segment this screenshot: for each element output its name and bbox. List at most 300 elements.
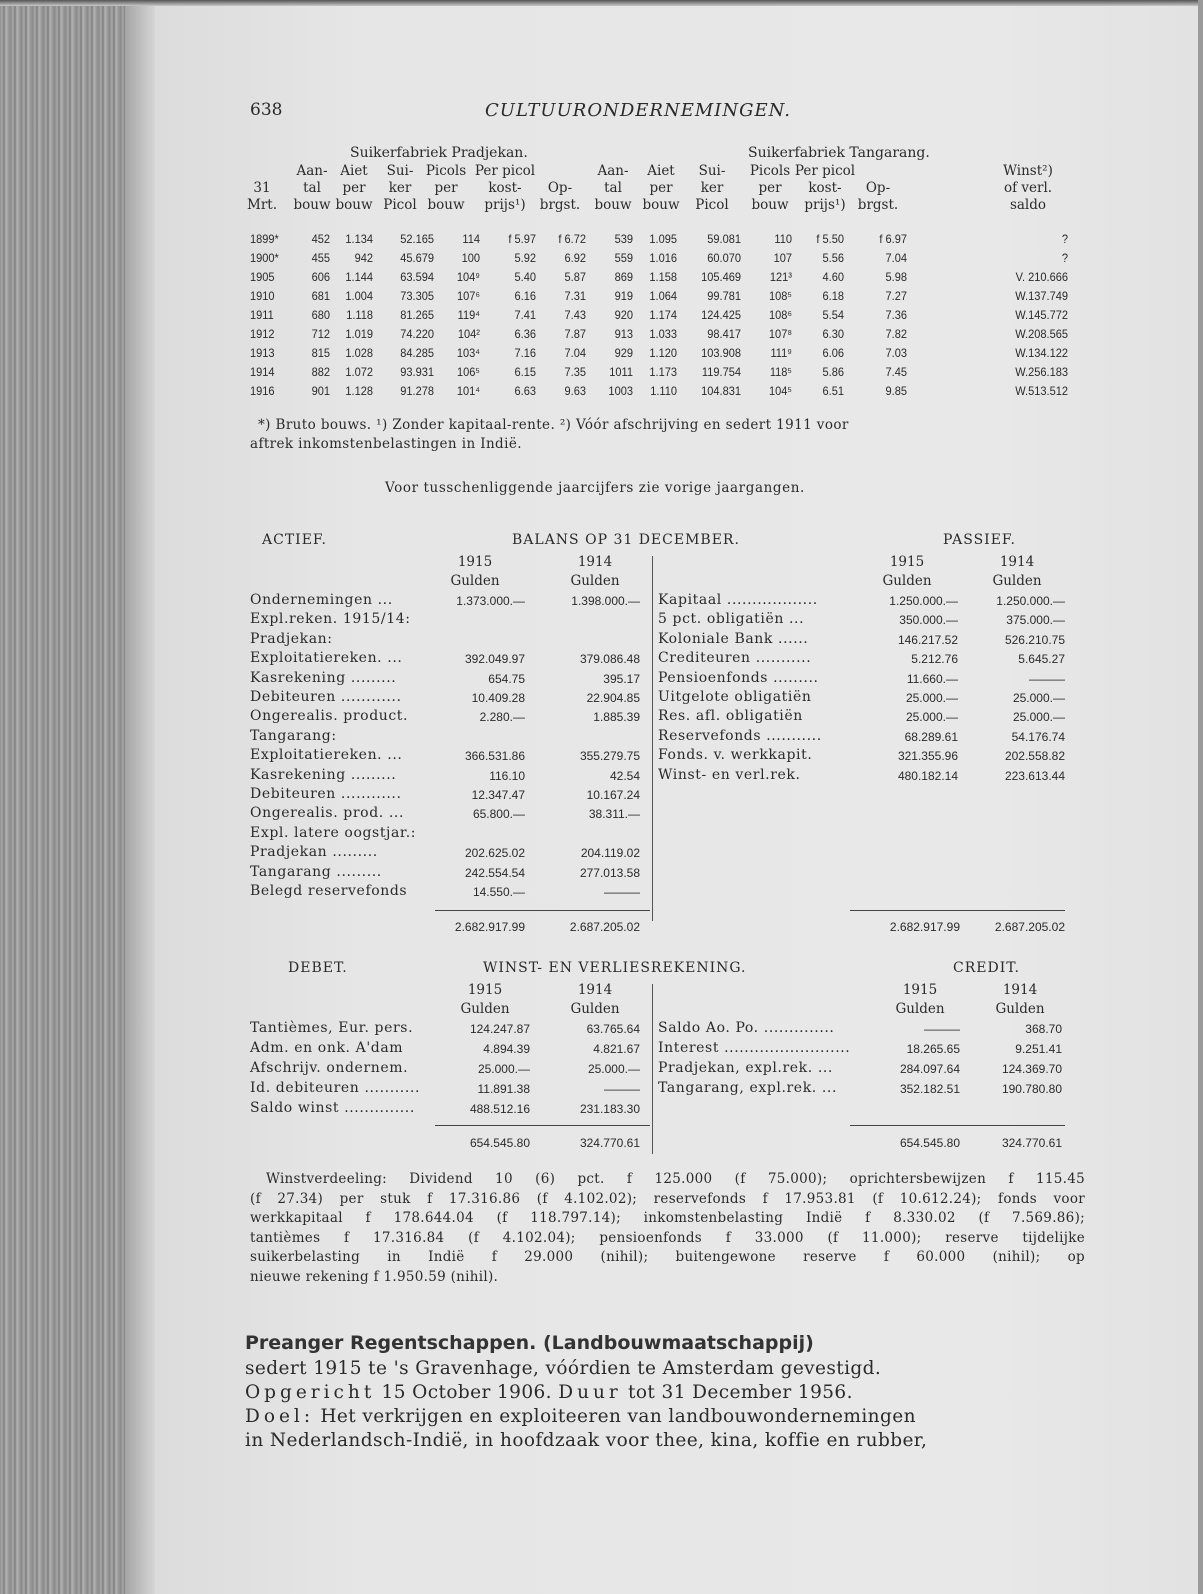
- sugar-header-cell: of verl.: [1003, 180, 1053, 196]
- sugar-value-cell: 1.064: [649, 289, 677, 303]
- sugar-header-cell: per: [649, 180, 673, 196]
- sugar-value-cell: 1.033: [649, 327, 677, 341]
- ledger-value-1915: 350.000.—: [899, 613, 958, 628]
- sugar-value-cell: 6.06: [822, 346, 844, 360]
- sugar-value-cell: 6.36: [514, 327, 536, 341]
- ledger-value-1914: 231.183.30: [579, 1102, 640, 1116]
- balance-sheet: [250, 532, 1085, 942]
- sugar-value-cell: 1.128: [345, 384, 373, 398]
- ledger-row-label: Interest .........................: [658, 1040, 851, 1056]
- sugar-value-cell: f 6.72: [558, 232, 586, 246]
- sugar-value-cell: 6.18: [822, 289, 844, 303]
- sugar-year-cell: 1905: [250, 270, 275, 284]
- duur-label: Duur: [558, 1382, 622, 1403]
- ledger-row-label: Pradjekan:: [250, 630, 333, 647]
- sugar-value-cell: 118⁵: [769, 365, 792, 379]
- ledger-value-1914: 1.398.000.—: [571, 594, 640, 608]
- sugar-header-cell: Op-: [865, 180, 891, 196]
- sugar-value-cell: 4.60: [822, 270, 844, 284]
- sugar-value-cell: 5.87: [564, 270, 586, 284]
- ledger-value-1915: 124.247.87: [469, 1022, 530, 1036]
- debet-title: DEBET.: [288, 960, 348, 976]
- ledger-left-row: [250, 786, 650, 804]
- sugar-value-cell: 106⁵: [457, 365, 480, 379]
- sugar-value-cell: 1.019: [345, 327, 373, 341]
- credit-year-1915: 1915: [902, 982, 938, 998]
- sugar-value-cell: 5.56: [822, 251, 844, 265]
- ledger-value-1915: 321.355.96: [897, 749, 958, 764]
- sugar-header-cell: bouw: [427, 197, 465, 213]
- company-title: Preanger Regentschappen. (Landbouwmaatschappij): [245, 1332, 814, 1354]
- ledger-row-label: Tangarang, expl.rek. ...: [658, 1080, 838, 1096]
- sugar-header-cell: bouw: [751, 197, 789, 213]
- sugar-value-cell: 84.285: [400, 346, 434, 360]
- sugar-data-row: [250, 270, 1085, 287]
- sugar-value-cell: 559: [614, 251, 633, 265]
- ledger-right-row: [658, 631, 1085, 649]
- ledger-right-row: [658, 767, 1085, 785]
- ledger-left-row: [250, 767, 650, 785]
- sugar-header-cell: 31: [253, 180, 271, 196]
- sugar-value-cell: 45.679: [400, 251, 434, 265]
- credit-total-rule: [850, 1125, 1065, 1126]
- ledger-row-label: Kasrekening .........: [250, 766, 397, 783]
- ledger-value-1914: 25.000.—: [1012, 710, 1065, 725]
- profit-distribution-line: nieuwe rekening f 1.950.59 (nihil).: [250, 1268, 499, 1285]
- ledger-value-1915: 65.800.—: [472, 807, 525, 822]
- ledger-value-1914: 25.000.—: [1012, 691, 1065, 705]
- credit-currency-1914: Gulden: [995, 1001, 1045, 1017]
- sugar-value-cell: 1.174: [649, 308, 677, 322]
- sugar-value-cell: 100: [461, 251, 480, 265]
- sugar-value-cell: 93.931: [400, 365, 434, 379]
- sugar-value-cell: ?: [1061, 232, 1068, 246]
- sugar-value-cell: 6.15: [514, 365, 536, 379]
- profit-loss-account: [250, 960, 1085, 1160]
- credit-year-1914: 1914: [1002, 982, 1038, 998]
- sugar-value-cell: 7.35: [564, 365, 586, 379]
- sugar-header-cell: prijs¹): [484, 197, 526, 213]
- ledger-value-1914: 395.17: [603, 671, 640, 686]
- ledger-left-row: [250, 747, 650, 765]
- ledger-value-1914: 204.119.02: [580, 846, 640, 861]
- ledger-value-1914: 9.251.41: [1015, 1042, 1062, 1056]
- credit-currency-1915: Gulden: [895, 1001, 945, 1017]
- ledger-value-1915: 10.409.28: [471, 691, 525, 705]
- sugar-value-cell: 108⁶: [769, 308, 792, 322]
- ledger-value-1914: 368.70: [1025, 1022, 1062, 1036]
- sugar-header-cell: Aiet: [647, 163, 675, 179]
- sugar-year-cell: 1913: [250, 346, 275, 360]
- sugar-value-cell: 98.417: [707, 327, 741, 341]
- company-seat-line: sedert 1915 te 's Gravenhage, vóórdien te Amsterdam gevestigd.: [245, 1358, 882, 1379]
- sugar-header-cell: per: [342, 180, 366, 196]
- credit-title: CREDIT.: [953, 960, 1020, 976]
- ledger-value-1915: 18.265.65: [906, 1042, 960, 1056]
- ledger-value-1915: ———: [924, 1022, 960, 1036]
- sugar-value-cell: 1003: [608, 384, 633, 398]
- sugar-header-cell: brgst.: [857, 197, 899, 213]
- ledger-right-row: [658, 670, 1085, 688]
- ledger-left-row: [250, 631, 650, 649]
- sugar-value-cell: 5.92: [514, 251, 536, 265]
- ledger-row-label: Uitgelote obligatiën: [658, 689, 812, 705]
- ledger-row-label: Crediteuren ...........: [658, 650, 812, 667]
- ledger-right-row: [658, 708, 1085, 726]
- ledger-value-1914: 1.250.000.—: [996, 594, 1065, 608]
- sugar-year-cell: 1914: [250, 365, 275, 379]
- ledger-value-1914: 54.176.74: [1011, 729, 1065, 744]
- sugar-data-row: [250, 384, 1085, 401]
- ledger-value-1915: 654.75: [488, 671, 525, 686]
- sugar-value-cell: W.256.183: [1015, 365, 1068, 379]
- liab-currency-1915: Gulden: [882, 573, 932, 589]
- company-purpose-line: [245, 1405, 1085, 1429]
- sugar-value-cell: 882: [311, 365, 330, 379]
- sugar-value-cell: 7.27: [885, 289, 907, 303]
- sugar-value-cell: V. 210.666: [1015, 270, 1068, 284]
- sugar-value-cell: 7.16: [514, 346, 536, 360]
- sugar-value-cell: 1011: [609, 365, 633, 379]
- credit-total-1914: 324.770.61: [1001, 1136, 1062, 1150]
- sugar-header-cell: kost-: [808, 180, 842, 196]
- ledger-row-label: Tantièmes, Eur. pers.: [250, 1020, 414, 1036]
- ledger-row-label: Expl.reken. 1915/14:: [250, 611, 411, 628]
- sugar-value-cell: W.513.512: [1015, 384, 1068, 398]
- sugar-value-cell: 680: [311, 308, 330, 322]
- sugar-value-cell: 59.081: [707, 232, 741, 246]
- sugar-header-cell: Aan-: [597, 163, 629, 179]
- ledger-row-label: Ongerealis. product.: [250, 708, 409, 725]
- sugar-header-cell: Per picol: [474, 163, 536, 179]
- ledger-value-1914: 22.904.85: [586, 691, 640, 705]
- ledger-value-1915: 14.550.—: [472, 885, 525, 899]
- profit-distribution-line: tantièmes f 17.316.84 (f 4.102.04); pensioenfonds f 33.000 (f 11.000); reserve tijdelijke: [250, 1229, 1085, 1246]
- sugar-value-cell: 114: [462, 232, 480, 246]
- ledger-row-label: Res. afl. obligatiën: [658, 708, 803, 725]
- ledger-right-row: [658, 650, 1085, 668]
- passief-title: PASSIEF.: [943, 532, 1016, 548]
- sugar-value-cell: 7.82: [885, 327, 907, 341]
- sugar-value-cell: 111⁹: [770, 346, 792, 360]
- sugar-value-cell: 942: [354, 251, 373, 265]
- ledger-value-1915: 2.280.—: [479, 710, 525, 725]
- liab-total-rule: [850, 910, 1065, 911]
- ledger-row-label: Pradjekan .........: [250, 844, 378, 861]
- ledger-left-row: [250, 728, 650, 746]
- sugar-value-cell: 5.54: [822, 308, 844, 322]
- sugar-header-cell: kost-: [488, 180, 522, 196]
- sugar-value-cell: 73.305: [400, 289, 434, 303]
- ledger-row-label: Tangarang .........: [250, 863, 382, 880]
- sugar-value-cell: 1.095: [649, 232, 677, 246]
- assets-total-rule: [435, 910, 650, 911]
- sugar-value-cell: 63.594: [400, 270, 434, 284]
- sugar-header-cell: Sui-: [698, 163, 726, 179]
- ledger-value-1915: 5.212.76: [911, 652, 958, 667]
- sugar-header-cell: prijs¹): [804, 197, 846, 213]
- assets-currency-1914: Gulden: [570, 573, 620, 589]
- company-founding-line: [245, 1381, 1085, 1405]
- ledger-value-1915: 202.625.02: [464, 846, 525, 861]
- balance-title: BALANS OP 31 DECEMBER.: [512, 532, 740, 548]
- ledger-row-label: Koloniale Bank ......: [658, 630, 809, 647]
- ledger-row-label: Saldo winst ..............: [250, 1100, 415, 1116]
- sugar-header-cell: bouw: [642, 197, 680, 213]
- ledger-value-1915: 25.000.—: [905, 691, 958, 705]
- assets-year-1914: 1914: [577, 554, 613, 570]
- debit-year-1915: 1915: [467, 982, 503, 998]
- ledger-value-1914: 5.645.27: [1018, 652, 1065, 667]
- sugar-value-cell: 7.03: [885, 346, 907, 360]
- sugar-header-cell: Op-: [547, 180, 573, 196]
- sugar-header-cell: ker: [700, 180, 724, 196]
- profit-distribution-line: suikerbelasting in Indië f 29.000 (nihil); buitengewone reserve f 60.000 (nihil); op: [250, 1249, 1085, 1265]
- pradjekan-caption: Suikerfabriek Pradjekan.: [350, 145, 528, 161]
- sugar-value-cell: 119.754: [701, 365, 741, 379]
- sugar-value-cell: 101⁴: [456, 384, 480, 398]
- sugar-value-cell: f 5.50: [816, 232, 844, 246]
- debit-currency-1915: Gulden: [460, 1001, 510, 1017]
- ledger-row-label: Debiteuren ............: [250, 689, 402, 705]
- sugar-value-cell: 107⁶: [457, 289, 480, 303]
- opgericht-text: 15 October 1906.: [375, 1382, 559, 1403]
- sugar-header-cell: bouw: [293, 197, 331, 213]
- ledger-value-1915: 242.554.54: [464, 865, 525, 880]
- sugar-header-cell: bouw: [335, 197, 373, 213]
- ledger-left-row: [250, 1100, 650, 1118]
- ledger-value-1914: 63.765.64: [586, 1022, 640, 1036]
- ledger-value-1915: 11.891.38: [477, 1082, 530, 1096]
- ledger-value-1915: 1.250.000.—: [889, 594, 958, 608]
- sugar-value-cell: 52.165: [400, 232, 434, 246]
- ledger-value-1915: 116.10: [489, 768, 525, 783]
- ledger-left-row: [250, 883, 650, 901]
- sugar-value-cell: 712: [311, 327, 330, 341]
- ledger-row-label: Ondernemingen ...: [250, 592, 393, 608]
- ledger-row-label: Reservefonds ...........: [658, 727, 822, 744]
- sugar-header-cell: Picol: [695, 197, 729, 213]
- sugar-header-cell: Aiet: [340, 163, 368, 179]
- sugar-year-cell: 1916: [250, 384, 275, 398]
- sugar-value-cell: 104⁵: [769, 384, 792, 398]
- balance-divider: [652, 556, 653, 921]
- ledger-left-row: [250, 1020, 650, 1038]
- ledger-value-1914: 355.279.75: [579, 749, 640, 764]
- sugar-value-cell: 1.118: [346, 308, 373, 322]
- sugar-value-cell: ?: [1061, 251, 1068, 265]
- sugar-value-cell: 105.469: [701, 270, 741, 284]
- doel-text: Het verkrijgen en exploiteeren van landbouwondernemingen: [314, 1406, 916, 1427]
- ledger-row-label: Afschrijv. ondernem.: [250, 1060, 409, 1076]
- sugar-year-cell: 1911: [250, 308, 274, 322]
- book-page-edges: [0, 0, 135, 1594]
- liab-year-1915: 1915: [889, 554, 925, 570]
- sugar-value-cell: W.145.772: [1015, 308, 1068, 322]
- company-purpose-continued: in Nederlandsch-Indië, in hoofdzaak voor thee, kina, koffie en rubber,: [245, 1430, 928, 1451]
- sugar-header-cell: ker: [388, 180, 412, 196]
- ledger-value-1914: 4.821.67: [593, 1042, 640, 1056]
- ledger-right-row: [658, 611, 1085, 629]
- sugar-value-cell: 1.110: [650, 384, 677, 398]
- ledger-left-row: [250, 650, 650, 668]
- sugar-data-row: [250, 289, 1085, 306]
- ledger-value-1914: 124.369.70: [1001, 1062, 1062, 1076]
- right-page-edge: [1198, 0, 1203, 1594]
- sugar-header-cell: bouw: [594, 197, 632, 213]
- ledger-row-label: Exploitatiereken. ...: [250, 747, 403, 764]
- sugar-value-cell: 91.278: [400, 384, 434, 398]
- sugar-value-cell: 107⁸: [768, 327, 792, 341]
- ledger-value-1914: ———: [604, 885, 640, 899]
- sugar-value-cell: 5.40: [514, 270, 536, 284]
- sugar-value-cell: 103.908: [701, 346, 741, 360]
- liab-currency-1914: Gulden: [992, 573, 1042, 589]
- sugar-value-cell: 452: [311, 232, 330, 246]
- ledger-value-1915: 68.289.61: [904, 729, 958, 744]
- sugar-value-cell: 929: [614, 346, 633, 360]
- sugar-value-cell: 7.43: [564, 308, 586, 322]
- sugar-value-cell: 7.45: [885, 365, 907, 379]
- sugar-header-row: [247, 197, 1085, 214]
- profit-distribution-line: werkkapitaal f 178.644.04 (f 118.797.14); inkomstenbelasting Indië f 8.330.02 (f 7.569.86);: [250, 1210, 1085, 1226]
- table-footnote-2: aftrek inkomstenbelastingen in Indië.: [250, 436, 522, 452]
- sugar-value-cell: 7.04: [564, 346, 586, 360]
- debit-year-1914: 1914: [577, 982, 613, 998]
- ledger-value-1915: 1.373.000.—: [456, 594, 525, 608]
- ledger-value-1914: 277.013.58: [579, 865, 640, 880]
- sugar-value-cell: W.134.122: [1015, 346, 1068, 360]
- sugar-value-cell: 104.831: [701, 384, 741, 398]
- sugar-value-cell: 913: [614, 327, 633, 341]
- sugar-value-cell: f 6.97: [879, 232, 907, 246]
- ledger-left-row: [250, 805, 650, 823]
- sugar-header-cell: Picols: [749, 163, 791, 179]
- ledger-left-row: [250, 1040, 650, 1058]
- actief-title: ACTIEF.: [262, 532, 327, 548]
- sugar-data-row: [250, 251, 1085, 268]
- ledger-left-row: [250, 864, 650, 882]
- ledger-value-1914: ———: [1029, 671, 1065, 686]
- sugar-value-cell: W.208.565: [1015, 327, 1068, 341]
- sugar-value-cell: 7.31: [564, 289, 586, 303]
- intermediate-years-note: Voor tusschenliggende jaarcijfers zie vorige jaargangen.: [385, 480, 805, 496]
- sugar-value-cell: 455: [311, 251, 330, 265]
- sugar-value-cell: 121³: [769, 270, 792, 284]
- sugar-year-cell: 1899*: [250, 232, 279, 246]
- sugar-value-cell: 1.028: [345, 346, 373, 360]
- page-number: 638: [250, 100, 283, 120]
- sugar-value-cell: 869: [614, 270, 633, 284]
- sugar-value-cell: 6.30: [822, 327, 844, 341]
- company-description: [245, 1357, 1085, 1453]
- ledger-row-label: Exploitatiereken. ...: [250, 650, 403, 667]
- ledger-left-row: [250, 1060, 650, 1078]
- ledger-value-1914: 375.000.—: [1006, 613, 1065, 628]
- assets-total-1914: 2.687.205.02: [569, 920, 640, 934]
- sugar-value-cell: 6.16: [514, 289, 536, 303]
- sugar-value-cell: 7.87: [564, 327, 586, 341]
- sugar-value-cell: 901: [311, 384, 330, 398]
- ledger-value-1914: 1.885.39: [593, 710, 640, 725]
- sugar-value-cell: W.137.749: [1015, 289, 1068, 303]
- ledger-row-label: Fonds. v. werkkapit.: [658, 747, 813, 764]
- credit-total-1915: 654.545.80: [899, 1136, 960, 1150]
- debit-total-1914: 324.770.61: [579, 1136, 640, 1150]
- ledger-value-1915: 480.182.14: [897, 768, 958, 783]
- sugar-value-cell: 7.36: [885, 308, 907, 322]
- sugar-data-row: [250, 346, 1085, 363]
- sugar-value-cell: 1.134: [345, 232, 373, 246]
- ledger-value-1915: 488.512.16: [469, 1102, 530, 1116]
- sugar-data-row: [250, 232, 1085, 249]
- sugar-value-cell: 6.63: [514, 384, 536, 398]
- ledger-left-row: [250, 844, 650, 862]
- ledger-value-1915: 284.097.64: [899, 1062, 960, 1076]
- ledger-row-label: Adm. en onk. A'dam: [250, 1040, 404, 1056]
- ledger-row-label: Kapitaal ..................: [658, 592, 818, 608]
- sugar-value-cell: 99.781: [707, 289, 741, 303]
- sugar-header-row: [250, 180, 1085, 197]
- ledger-row-label: Expl. latere oogstjar.:: [250, 824, 417, 841]
- ledger-value-1914: 223.613.44: [1004, 768, 1065, 783]
- sugar-header-cell: Picol: [383, 197, 417, 213]
- sugar-header-cell: Aan-: [296, 163, 328, 179]
- sugar-header-cell: Sui-: [386, 163, 414, 179]
- profit-distribution-paragraph: [250, 1170, 1085, 1287]
- sugar-header-cell: Per picol: [794, 163, 856, 179]
- ledger-left-row: [250, 592, 650, 610]
- profit-loss-title: WINST- EN VERLIESREKENING.: [483, 960, 747, 976]
- opgericht-label: Opgericht: [245, 1382, 376, 1403]
- ledger-right-row: [658, 689, 1085, 707]
- sugar-value-cell: 7.41: [514, 308, 536, 322]
- assets-currency-1915: Gulden: [450, 573, 500, 589]
- sugar-year-cell: 1910: [250, 289, 275, 303]
- sugar-value-cell: 1.173: [649, 365, 677, 379]
- sugar-header-cell: brgst.: [539, 197, 581, 213]
- sugar-header-cell: tal: [303, 180, 321, 196]
- ledger-row-label: Tangarang:: [250, 727, 337, 744]
- sugar-value-cell: 1.158: [649, 270, 677, 284]
- sugar-value-cell: 9.85: [885, 384, 907, 398]
- sugar-value-cell: f 5.97: [508, 232, 536, 246]
- ledger-row-label: Pensioenfonds .........: [658, 669, 819, 686]
- ledger-value-1915: 4.894.39: [483, 1042, 530, 1056]
- sugar-header-row: [250, 163, 1085, 180]
- liab-total-1914: 2.687.205.02: [994, 920, 1065, 934]
- ledger-row-label: Winst- en verl.rek.: [658, 766, 801, 783]
- sugar-value-cell: 1.004: [345, 289, 373, 303]
- ledger-right-row: [658, 1020, 1085, 1038]
- sugar-value-cell: 1.016: [649, 251, 677, 265]
- debit-total-rule: [435, 1125, 650, 1126]
- profit-distribution-line: Winstverdeeling: Dividend 10 (6) pct. f 125.000 (f 75.000); oprichtersbewijzen f 115.45: [266, 1171, 1085, 1187]
- ledger-value-1914: ———: [604, 1082, 640, 1096]
- ledger-left-row: [250, 708, 650, 726]
- debit-currency-1914: Gulden: [570, 1001, 620, 1017]
- sugar-value-cell: 1.144: [345, 270, 373, 284]
- ledger-value-1914: 42.54: [609, 768, 640, 783]
- ledger-left-row: [250, 670, 650, 688]
- sugar-value-cell: 606: [311, 270, 330, 284]
- ledger-value-1914: 190.780.80: [1001, 1082, 1062, 1096]
- sugar-value-cell: 5.98: [885, 270, 907, 284]
- ledger-value-1915: 11.660.—: [906, 671, 958, 686]
- sugar-value-cell: 7.04: [885, 251, 907, 265]
- liab-total-1915: 2.682.917.99: [889, 920, 960, 934]
- table-footnote-1: *) Bruto bouws. ¹) Zonder kapitaal-rente. ²) Vóór afschrijving en sedert 1911 voor: [258, 417, 849, 433]
